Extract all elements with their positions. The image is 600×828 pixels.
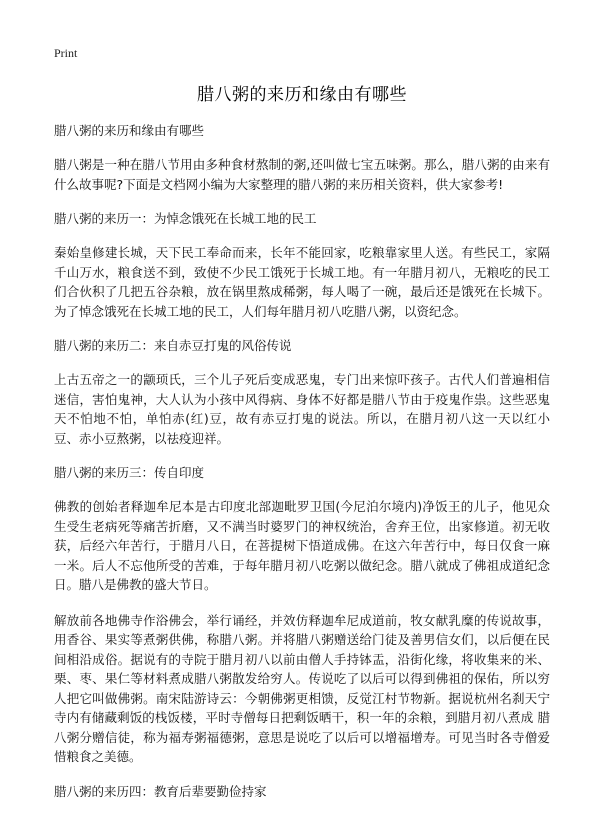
section-2-heading: 腊八粥的来历二：来自赤豆打鬼的风俗传说 (54, 338, 292, 353)
section-1-body: 秦始皇修建长城，天下民工奉命而来，长年不能回家，吃粮靠家里人送。有些民工，家隔千山万水，粮食送不到，致使不少民工饿死于长城工地。有一年腊月初八，无粮吃的民工们合伙积了几把五谷杂粮，放在锅里熬成稀粥，每人喝了一碗，最后还是饿死在长城下。为了悼念饿死在长城工地的民工，人们每年腊月初八吃腊八粥，以资纪念。 (54, 245, 550, 319)
print-link[interactable]: Print (54, 46, 78, 60)
article-title: 腊八粥的来历和缘由有哪些 (197, 85, 407, 105)
intro-paragraph: 腊八粥是一种在腊八节用由多种食材熬制的粥,还叫做七宝五味粥。那么，腊八粥的由来有什么故事呢?下面是文档网小编为大家整理的腊八粥的来历相关资料，供大家参考! (54, 157, 550, 192)
section-4-heading: 腊八粥的来历四：教育后辈要勤俭持家 (54, 783, 267, 799)
section-2-body: 上古五帝之一的颛顼氏，三个儿子死后变成恶鬼，专门出来惊吓孩子。古代人们普遍相信迷信，害怕鬼神，大人认为小孩中风得病、身体不好都是腊八节由于疫鬼作祟。这些恶鬼天不怕地不怕，单怕赤(红)豆，故有赤豆打鬼的说法。所以，在腊月初八这一天以红小豆、赤小豆熬粥，以祛疫迎祥。 (54, 372, 550, 446)
article-subtitle: 腊八粥的来历和缘由有哪些 (54, 123, 205, 138)
section-3-heading: 腊八粥的来历三：传自印度 (54, 465, 205, 480)
section-3-continued-body: 解放前各地佛寺作浴佛会，举行诵经，并效仿释迦牟尼成道前，牧女献乳糜的传说故事，用香谷、果实等煮粥供佛，称腊八粥。并将腊八粥赠送给门徒及善男信女们，以后便在民间相沿成俗。据说有的寺院于腊月初八以前由僧人手持钵盂，沿街化缘，将收集来的米、栗、枣、果仁等材料煮成腊八粥散发给穷人。传说吃了以后可以得到佛祖的保佑，所以穷人把它叫做佛粥。南宋陆游诗云：今朝佛粥更相馈，反觉江村节物新。据说杭州名刹天宁寺内有储藏剩饭的栈饭楼，平时寺僧每日把剩饭晒干，积一年的余粮，到腊月初八煮成 腊八粥分赠信徒，称为福寿粥福德粥，意思是说吃了以后可以增福增寿。可见当时各寺僧爱惜粮食之美德。 (54, 612, 550, 764)
section-3-body: 佛教的创始者释迦牟尼本是古印度北部迦毗罗卫国(今尼泊尔境内)净饭王的儿子，他见众生受生老病死等痛苦折磨，又不满当时婆罗门的神权统治，舍弃王位，出家修道。初无收获，后经六年苦行，于腊月八日，在菩提树下悟道成佛。在这六年苦行中，每日仅食一麻一米。后人不忘他所受的苦难，于每年腊月初八吃粥以做纪念。腊八就成了佛祖成道纪念日。腊八是佛教的盛大节日。 (54, 499, 550, 592)
section-1-heading: 腊八粥的来历一：为悼念饿死在长城工地的民工 (54, 211, 317, 226)
